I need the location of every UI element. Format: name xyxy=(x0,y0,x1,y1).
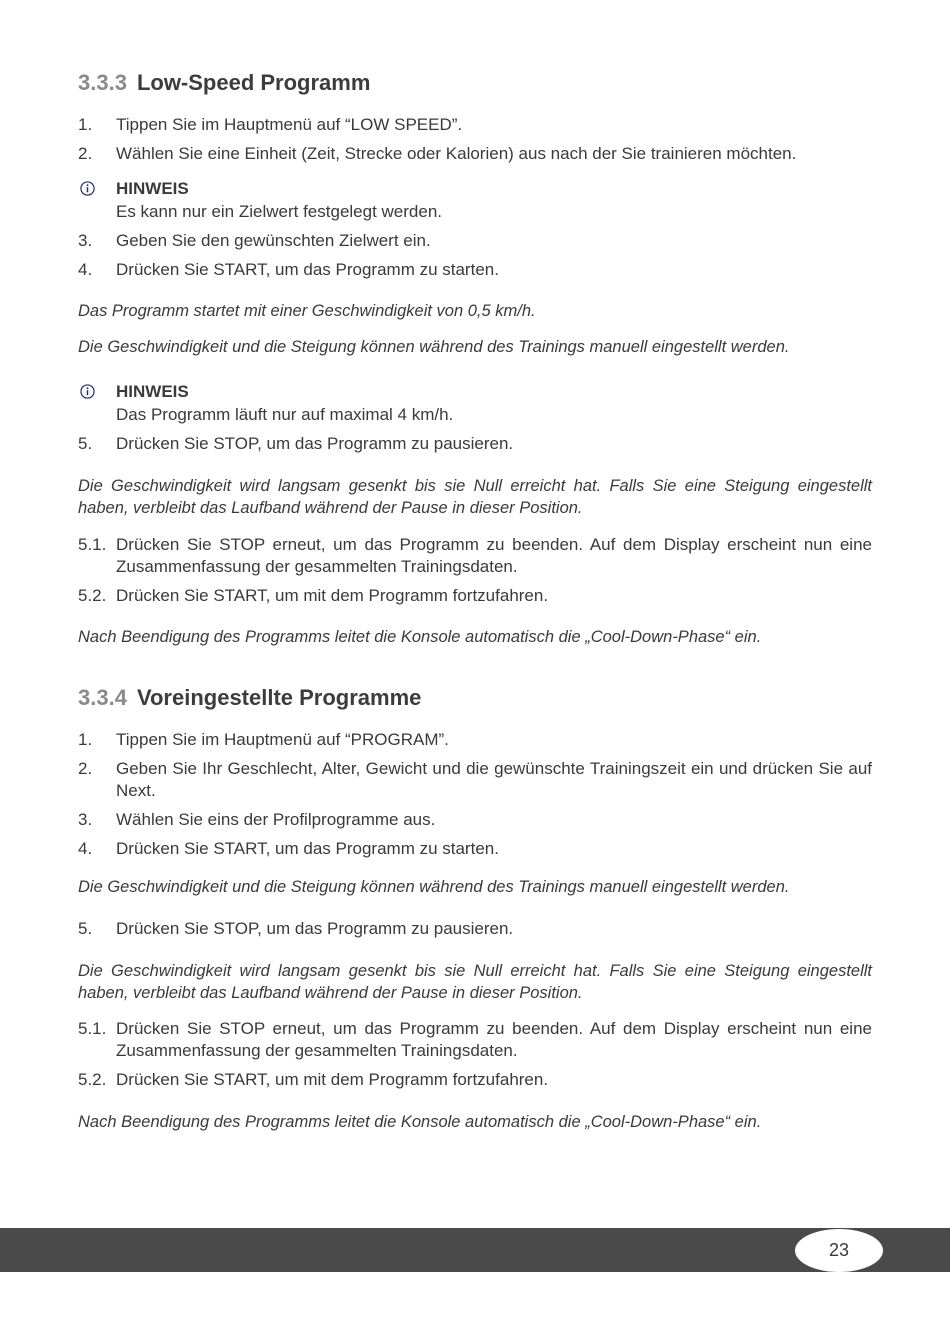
note-text: Das Programm läuft nur auf maximal 4 km/h. xyxy=(116,405,454,424)
remark-text: Die Geschwindigkeit wird langsam gesenkt bis sie Null erreicht hat. Falls Sie eine Steigung eingestellt haben, verbleibt das Laufband während der Pause in dieser Position. xyxy=(78,962,872,1002)
list-number: 2. xyxy=(78,144,93,163)
page-number xyxy=(795,1229,883,1272)
section-number: 3.3.4 xyxy=(78,685,127,710)
list-text: Tippen Sie im Hauptmenü auf “PROGRAM”. xyxy=(116,730,449,749)
list-text: Wählen Sie eine Einheit (Zeit, Strecke oder Kalorien) aus nach der Sie trainieren möchten. xyxy=(116,144,797,163)
list-item xyxy=(78,433,872,455)
section-title: Voreingestellte Programme xyxy=(136,685,422,710)
list-text: Wählen Sie eins der Profilprogramme aus. xyxy=(116,810,436,829)
remark-text: Das Programm startet mit einer Geschwindigkeit von 0,5 km/h. xyxy=(78,302,536,320)
list-number: 4. xyxy=(78,839,93,858)
list-number: 5.2. xyxy=(78,586,107,605)
list-number: 1. xyxy=(78,115,93,134)
list-text: Tippen Sie im Hauptmenü auf “LOW SPEED”. xyxy=(116,115,463,134)
list-text: Drücken Sie STOP erneut, um das Programm zu beenden. Auf dem Display erscheint nun eine Zusammenfassung der gesammelten Trainingsdaten. xyxy=(116,535,872,576)
remark-text: Die Geschwindigkeit und die Steigung können während des Trainings manuell eingestellt werden. xyxy=(78,338,790,356)
note-heading: HINWEIS xyxy=(116,382,189,401)
list-text: Geben Sie den gewünschten Zielwert ein. xyxy=(116,231,431,250)
list-number: 5. xyxy=(78,434,93,453)
list-number: 5.1. xyxy=(78,1019,107,1038)
list-number: 3. xyxy=(78,231,93,250)
info-icon xyxy=(80,384,95,399)
section-heading-low-speed xyxy=(78,70,370,96)
list-item xyxy=(78,809,872,831)
list-item xyxy=(78,143,872,165)
info-icon xyxy=(80,181,95,196)
list-item xyxy=(78,838,872,860)
list-text: Drücken Sie START, um das Programm zu starten. xyxy=(116,839,499,858)
list-item xyxy=(78,918,872,940)
section-heading-preset-programs xyxy=(78,685,421,711)
list-item xyxy=(78,259,872,281)
note-text: Es kann nur ein Zielwert festgelegt werden. xyxy=(116,202,443,221)
list-text: Drücken Sie STOP, um das Programm zu pausieren. xyxy=(116,919,514,938)
page-number-text: 23 xyxy=(828,1240,850,1260)
list-item xyxy=(78,1018,872,1062)
list-text: Drücken Sie START, um das Programm zu starten. xyxy=(116,260,499,279)
list-item xyxy=(78,230,872,252)
remark-text: Die Geschwindigkeit wird langsam gesenkt bis sie Null erreicht hat. Falls Sie eine Steigung eingestellt haben, verbleibt das Laufband während der Pause in dieser Position. xyxy=(78,477,872,517)
list-text: Drücken Sie STOP erneut, um das Programm zu beenden. Auf dem Display erscheint nun eine Zusammenfassung der gesammelten Trainingsdaten. xyxy=(116,1019,872,1060)
section-number: 3.3.3 xyxy=(78,70,127,95)
list-item xyxy=(78,1069,872,1091)
list-number: 4. xyxy=(78,260,93,279)
list-number: 5.2. xyxy=(78,1070,107,1089)
list-item xyxy=(78,729,872,751)
list-number: 5.1. xyxy=(78,535,107,554)
list-item xyxy=(78,585,872,607)
remark-text: Nach Beendigung des Programms leitet die Konsole automatisch die „Cool-Down-Phase“ ein. xyxy=(78,628,762,646)
list-text: Drücken Sie STOP, um das Programm zu pausieren. xyxy=(116,434,514,453)
list-text: Geben Sie Ihr Geschlecht, Alter, Gewicht und die gewünschte Trainingszeit ein und drücken Sie auf Next. xyxy=(116,759,872,800)
list-number: 3. xyxy=(78,810,93,829)
remark-text: Die Geschwindigkeit und die Steigung können während des Trainings manuell eingestellt werden. xyxy=(78,878,790,896)
note-heading: HINWEIS xyxy=(116,179,189,198)
section-title: Low-Speed Programm xyxy=(136,70,371,95)
list-number: 1. xyxy=(78,730,93,749)
remark-text: Nach Beendigung des Programms leitet die Konsole automatisch die „Cool-Down-Phase“ ein. xyxy=(78,1113,762,1131)
list-number: 2. xyxy=(78,759,93,778)
list-number: 5. xyxy=(78,919,93,938)
list-item xyxy=(78,114,872,136)
list-item xyxy=(78,534,872,578)
list-text: Drücken Sie START, um mit dem Programm fortzufahren. xyxy=(116,1070,549,1089)
list-text: Drücken Sie START, um mit dem Programm fortzufahren. xyxy=(116,586,549,605)
list-item xyxy=(78,758,872,802)
